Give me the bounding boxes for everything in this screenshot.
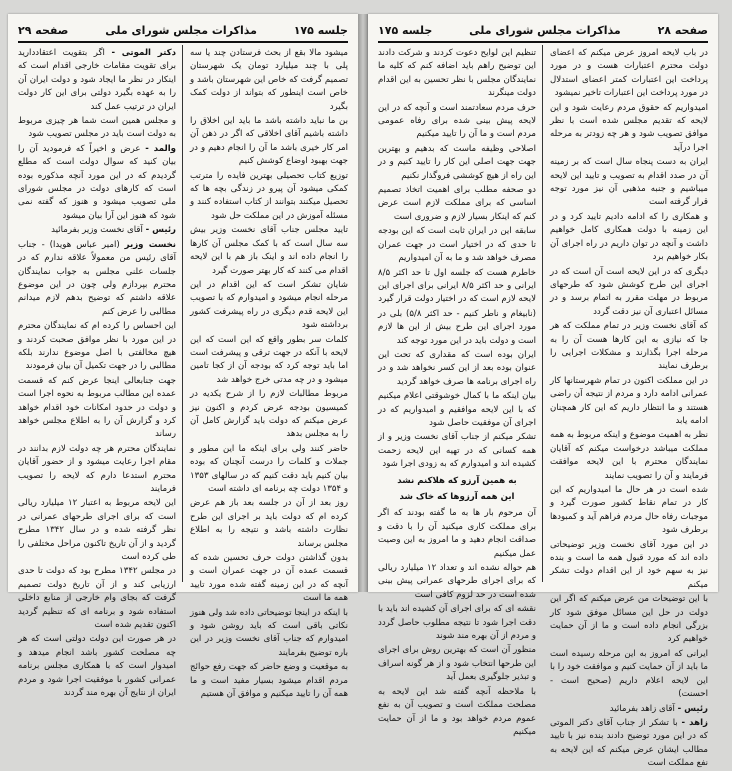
paragraph-text: نقشه ای که برای اجرای آن کشیده اند باید با دقت اجرا شود تا نتیجه مطلوب حاصل گردد و مردم از آن بهره مند شوند [378,604,536,642]
paragraph [18,320,176,374]
paragraph [18,497,176,564]
speaker-name: رئیس - [677,703,708,714]
page-number: صفحه ۲۹ [18,23,69,37]
paragraph [550,648,708,702]
paragraph-text: منظور آن است که بهترین روش برای اجرای این طرحها انتخاب شود و از هر گونه اسراف و تبذیر جلوگیری بعمل آید [378,645,536,683]
paragraph [550,539,708,593]
verse-line: به همین آرزو که هلاکنم نشد [397,475,517,486]
paragraph-text: در باب لایحه امروز عرض میکنم که اعضای دولت محترم اعتبارات هست و در مورد پرداخت این اعتبارات کمتر اعضای استدلال در مورد پرداخت این اعتبارات تاخیر نمیشود [550,48,708,99]
paragraph [550,102,708,156]
paragraph-text: تنظیم این لوایح دعوت کردند و شرکت دادند این توضیح راهم باید اضافه کنم که کلیه ما نمایندگان مجلس با نظر تحسین به این اقدام دولت مینگرند [378,48,536,99]
paragraph-text: شده است در هر حال ما امیدواریم که این کار در تمام نقاط کشور صورت گیرد و موجبات رفاه حال مردم فراهم آید و کمبودها برطرف شود [550,485,708,536]
paragraph [550,320,708,374]
left-page [8,14,358,700]
paragraph-text: آن مرحوم بار ها به ما گفته بودند که اگر برای مملکت کاری میکنید آن را با دقت و صداقت انجام دهید و ما امروز به این وصیت عمل میکنیم [378,508,536,559]
paragraph-text: سابقه این در ایران ثابت است که این بودجه تا حدی که در اختیار است در جهت عمران مصرف خواهد شد و ما به آن امیدواریم [378,226,536,264]
paragraph-text: ایران به دست پنجاه سال است که بر زمینه آن در صدد اقدام به تصویب و تایید این لایحه میباشیم و جنبه مذهبی آن نیز مورد توجه قرار گرفته است [550,157,708,208]
paragraph [378,143,536,183]
paragraph-text: (امیر عباس هویدا) - جناب آقای رئیس من معمولاً علاقه ندارم که در جلسات علنی مجلس به جواب نمایندگان محترم بپردازم ولی چون در این موضوع علاقه داشتم که توضیح بدهم لازم میدانم مطالبی را عرض کنم [18,239,176,317]
paragraph-text: مربوط مطالبات لازم را از شرح یکدیه در کمیسیون بودجه عرض کردم و اکنون نیز عرض میکنم که دولت باید گزارش کامل آن را به مجلس بدهد [190,389,348,440]
paragraph-text: اصلاحی وظیفه ماست که بدهیم و بهترین جهت جهت اصلی این کار را تایید کنیم و در این راه از هیچ کوششی فروگذار نکنیم [378,143,536,181]
paragraph [190,170,348,224]
paragraph [190,661,348,701]
speaker-name: نخست وزیر [124,239,177,250]
page-header [378,20,708,40]
paragraph-text: خاطرم هست که جلسه اول تا حد اکثر ۸/۵ ایرانی و حد اکثر ۸/۵ ایرانی برای اجرای این لایحه لازم است که در اختیار دولت قرار گیرد [378,267,536,305]
paragraph-text: دو صحفه مطلب برای اهمیت اتخاذ تصمیم اساسی که برای مملکت لازم است عرض کنم که اینکار بسیار لازم و ضروری است [378,185,536,222]
paragraph-text: آقای نخست وزیر بفرمائید [51,225,143,236]
paragraph [190,334,348,388]
paragraph-text: تشکر میکنم از جناب آقای نخست وزیر و از همه کسانی که در تهیه این لایحه زحمت کشیده اند و امیدوارم که به زودی اجرا شود [378,432,536,470]
paragraph-text: و مجلس همین است شما هر چیزی مربوط به دولت است باید در مجلس تصویب شود [18,116,176,140]
paragraph [18,375,176,442]
paragraph [190,552,348,606]
paragraph-text: تایید مجلس جناب آقای نخست وزیر بیش سه سال است که با کمک مجلس آن کارها را انجام داده اند و اینک باز هم با این لایحه اقدام می کنند که کار بهتر صورت گیرد [190,225,348,276]
paragraph-text: روز بعد از آن در جلسه بعد باز هم عرض کرده ام که دولت باید بر اجرای این طرح نظارت داشته باشد و نتیجه را به اطلاع مجلس برساند [190,498,348,549]
paragraph [550,266,708,320]
paragraph [378,47,536,101]
book-gutter [358,14,368,592]
text-column-left [18,47,177,699]
paragraph [378,349,536,389]
paragraph [550,593,708,647]
column-divider [542,45,543,582]
paragraph-text: ایران بوده است که مقداری که تحت این عنوان بوده بعد از این کسر نخواهد شد و در راه اجرای برنامه ها صرف خواهد گردید [378,349,536,387]
paragraph-text: نمایندگان محترم هر چه دولت لازم بدانند در مقام اجرا رعایت میشود و از حضور آقایان محترم استدعا دارم که لایحه را تصویب فرمایند [18,443,176,494]
paragraph [18,443,176,497]
header-rule [18,41,348,43]
paragraph [18,143,176,223]
paragraph [550,429,708,483]
paragraph [550,47,708,101]
text-column-right [190,47,348,700]
paragraph-text: با تشکر از جناب آقای دکتر الموتی که در این مورد توضیح دادند بنده نیز با تایید مطالب ایشان عرض میکنم که این لایحه به نفع مملکت است [550,717,708,769]
paragraph [190,443,348,497]
paragraph-text: با این توضیحات من عرض میکنم که اگر این دولت در حل این مسائل موفق شود کار بزرگی انجام داده است و ما از آن حمایت خواهیم کرد [550,594,708,645]
speaker-name: رئیس - [145,225,176,236]
paragraph-text: توزیع کتاب تحصیلی بهترین فایده را مترتب کمکی میشود آن پیرو در زندگی بچه ها که تحصیل میکنند بتوانند از کتاب استفاده کنند و مسئله آموزش در این مملکت حل شود [190,170,348,221]
paragraph-text: در این مورد آقای نخست وزیر توضیحاتی داده اند که مورد قبول همه ما است و بنده نیز به سهم خود از این اقدام دولت تشکر میکنم [550,539,708,590]
paragraph [18,239,176,319]
paragraph [190,497,348,551]
journal-title: مذاکرات مجلس شورای ملی [469,23,621,37]
paragraph [550,484,708,538]
paragraph [190,224,348,278]
paragraph-text: اگر بتقویت اعتقاددارید برای تقویت مقامات خارجی اقدام است که اینکار در نظر ما ایجاد شود و دولت ایران آن را به عهده بگیرد دولتی برای این کار دولت ایران در ترتیب عمل کند [18,48,176,112]
speaker-name: والمد - [145,143,177,154]
paragraph-text: بیان اینکه ما با کمال خوشوقتی اعلام میکنیم که با این لایحه موافقیم و امیدواریم که در اجرای آن موفقیت حاصل شود [378,391,536,428]
paragraph [550,703,708,716]
verse-line: این همه آرزوها که خاک شد [399,492,515,502]
paragraph-text: حرف مردم سعادتمند است و آنچه که در این لایحه پیش بینی شده برای رفاه عمومی مردم است و ما آن را تایید میکنیم [378,102,536,140]
paragraph [378,562,536,602]
paragraph [550,375,708,429]
paragraph-text: (نابیغام و ناطر کنیم - حد اکثر ۵/۸) بلی در مورد اجرای این طرح بیش از این ها لازم است و دولت باید در این مورد توجه کند [378,308,536,346]
paragraph-text: میشود مالا بقع از بحث فرستادن چند یا سه پلی با چند میلیارد تومان یک شهرستان تصمیم گرفت که خاص این شهرستان باشد و خاص است اینطور که بتواند از دولت کمک بگیرد [190,48,348,112]
paragraph [550,156,708,210]
paragraph [550,211,708,265]
paragraph-text: این لایحه مربوط به اعتبار ۱۲ میلیارد ریالی است که برای اجرای طرحهای عمرانی در نظر گرفته شده و در سال ۱۳۴۲ مطرح گردید و از آن تاریخ تاکنون مراحل مختلفی را طی کرده است [18,498,176,563]
paragraph [190,388,348,442]
paragraph-text: ایرانی که امروز به این مرحله رسیده است ما باید از آن حمایت کنیم و موافقت خود را با این لایحه اعلام داریم (صحیح است - احسنت) [549,648,708,700]
paragraph-text: آقای زاهد بفرمائید [609,703,675,714]
paragraph [550,717,708,771]
paragraph-text: عرض و اخیراً که فرمودید آن را بیان کنید که سوال دولت است که مطلع گردیدم که در این مورد آنچه مذکوره بوده است که کارهای دولت در مجلس شورای ملی تصویب میشود و هنوز که گفته نمی شود که هنوز این آرا بیان میشود [18,143,176,221]
paragraph [378,507,536,561]
paragraph-text: در مجلس ۱۳۴۲ مطرح بود که دولت تا حدی ارزیابی کند و از آن تاریخ دولت تصمیم گرفت که بجای وام خارجی از منابع داخلی استفاده شود و برنامه ای که تنظیم گردید اکنون تقدیم شده است [18,566,176,631]
paragraph-text: با ملاحظه آنچه گفته شد این لایحه به مصلحت مملکت است و تصویب آن به نفع عموم مردم خواهد بود و ما از آن حمایت میکنیم [378,686,536,737]
paragraph [18,633,176,700]
paragraph-text: هم حواله نشده اند و تعداد ۱۲ میلیارد ریالی که برای اجرای طرحهای عمرانی پیش بینی شده است در حد لزوم کافی است [378,563,536,600]
paragraph [190,115,348,169]
paragraph [378,267,536,307]
session-number: جلسه ۱۷۵ [293,23,348,37]
page-number: صفحه ۲۸ [657,23,708,37]
paragraph-text: که آقای نخست وزیر در تمام مملکت که هر جا که نیازی به این کارها هست آن را به مرحله اجرا بگذارند و مشکلات اجرایی را برطرف نمایند [550,321,708,372]
journal-title: مذاکرات مجلس شورای ملی [105,23,257,37]
paragraph-text: به موقعیت و وضع حاضر که جهت رفع حوائج مردم اقدام میشود بسیار مفید است و ما همه آن را تایید میکنیم و موافق آن هستیم [190,662,348,700]
paragraph-text: حاضر کنند ولی برای اینکه ما این مطور و جملات و کلمات را درست آنچنان که بوده بیان کنیم باید دقت کنیم که در سالهای ۱۳۵۳ و ۱۳۵۴ دولت چه برنامه ای داشته است [190,443,348,494]
column-divider [182,45,183,582]
paragraph [378,184,536,224]
paragraph-text: و همکاری را که ادامه دادیم تایید کرد و در این زمینه با دولت همکاری کامل خواهیم داشت و آنچه در توان داریم در راه اجرای آن بکار خواهیم برد [550,211,708,263]
paragraph [378,390,536,430]
paragraph-text: امیدواریم که حقوق مردم رعایت شود و این لایحه که تقدیم مجلس شده است با نظر موافق تصویب شود و هر چه زودتر به مرحله اجرا درآید [550,102,708,153]
text-column-left [378,47,536,737]
paragraph [190,47,348,114]
paragraph-text: دیگری که در این لایحه است آن است که در اجرای این طرح کوشش شود که طرحهای مربوط در مهلت مقرر به اتمام برسد و در مسائل اعتباری آن نیز دقت گردد [550,266,708,317]
header-rule [378,41,708,43]
session-number: جلسه ۱۷۵ [378,23,433,37]
paragraph-text: نظر به اهمیت موضوع و اینکه مربوط به همه مملکت میباشد درخواست میکنم که آقایان نمایندگان محترم با این لایحه موافقت فرمایند و آن را تصویب نمایند [550,430,708,481]
paragraph-text: با اینکه در اینجا توضیحاتی داده شد ولی هنوز نکاتی باقی است که باید روشن شود و امیدوارم که جناب آقای نخست وزیر در این باره توضیح بفرمایند [190,607,348,658]
paragraph [378,102,536,142]
paragraph [18,224,176,237]
paragraph [378,603,536,643]
paragraph [190,607,348,661]
paragraph [378,308,536,348]
paragraph [18,47,176,114]
paragraph-text: جهت جنابعالی اینجا عرض کنم که قسمت عمده این مطالب مربوط به نحوه اجرا است و دولت در حدود امکانات خود اقدام خواهد کرد و گزارش آن را به اطلاع مجلس خواهد رساند [18,375,176,440]
paragraph [18,565,176,632]
paragraph-text: این احساس را کرده ام که نمایندگان محترم در این مورد با نظر موافق صحبت کردند و هیچ مخالفتی با اصل موضوع ندارند بلکه مطالبی را در جهت تکمیل آن بیان فرمودند [18,321,176,372]
paragraph [378,431,536,471]
page-header [18,20,348,40]
paragraph-text: در این مملکت اکنون در تمام شهرستانها کار عمرانی ادامه دارد و مردم از نتیجه آن راضی هستند و ما انتظار داریم که این کار همچنان ادامه یابد [550,375,708,426]
paragraph-text: کلمات سر بطور واقع که این است که این لایحه با آنکه در جهت ترقی و پیشرفت است اما باید توجه کرد که بودجه آن از کجا تامین میشود و در چه مدتی خرج خواهد شد [190,334,348,385]
paragraph-text: بن ما نباید داشته باشد ما باید این اخلاق را داشته باشیم آقای اخلاقی که اگر در ذهن آن امر کار خیری باشد ما آن را انجام دهیم و در جهت بهبود اوضاع کوشش کنیم [190,116,348,167]
text-column-right [549,47,708,769]
paragraph [190,279,348,333]
paragraph-text: شایان تشکر است که این اقدام در این مرحله انجام میشود و امیدوارم که با تصویب این لایحه قدم دیگری در راه پیشرفت کشور برداشته شود [190,279,348,331]
right-page [368,14,718,769]
paragraph [378,644,536,684]
paragraph [18,115,176,142]
speaker-name: دکتر الموتی - [111,48,176,58]
paragraph-text: بدون گذاشتن دولت حرف تحسین شده که قسمت عمده آن در جهت عمران است و آنچه که در این زمینه گفته شده مورد تایید همه ما است [190,553,348,604]
paragraph [378,686,536,740]
paragraph [378,225,536,265]
paragraph-text: در هر صورت این دولت دولتی است که هر چه مصلحت کشور باشد انجام میدهد و امیدوار است که با همکاری مجلس برنامه عمرانی کشور با موفقیت اجرا شود و مردم ایران از نتایج آن بهره مند گردند [18,634,176,699]
speaker-name: زاهد - [681,717,708,728]
